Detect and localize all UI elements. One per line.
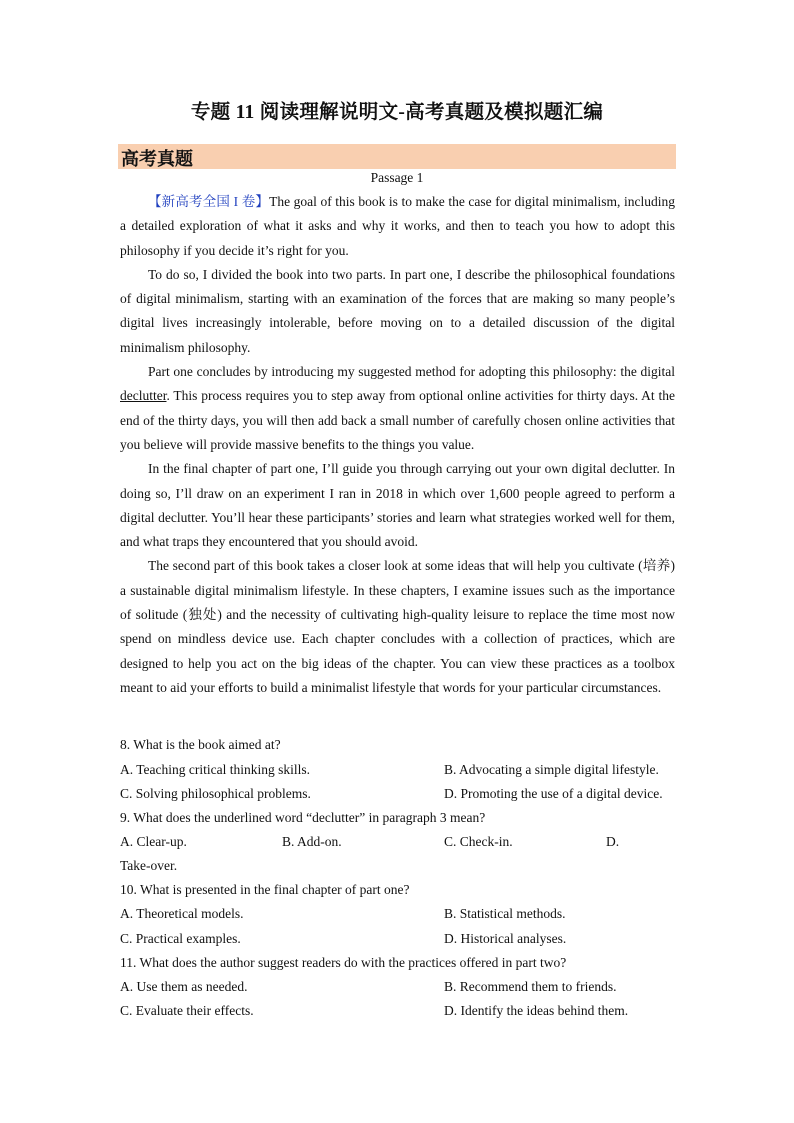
section-banner-label: 高考真题 xyxy=(121,149,193,169)
question-11-option-b: B. Recommend them to friends. xyxy=(444,979,617,994)
page-title: 专题 11 阅读理解说明文-高考真题及模拟题汇编 xyxy=(190,102,604,123)
question-11-option-a: A. Use them as needed. xyxy=(120,979,248,994)
paragraph-3 xyxy=(120,360,675,457)
question-9-option-d-letter: D. xyxy=(606,834,620,849)
paragraph-2: To do so, I divided the book into two parts. In part one, I describe the philosophical foundations of digital minimalism, starting with an examination of the forces that are making so many people’s digital lives increasingly intolerable, before moving on to a detailed discussion of the digital minimalism philosophy. xyxy=(120,266,675,355)
passage-label: Passage 1 xyxy=(370,170,424,185)
question-9-option-d-text: Take-over. xyxy=(120,858,178,873)
paragraph-1-text: The goal of this book is to make the case for digital minimalism, including a detailed exploration of what it asks and why it works, and then to teach you how to adopt this philosophy if you decide it’s right for you. xyxy=(120,194,675,258)
question-8-stem: 8. What is the book aimed at? xyxy=(120,737,281,752)
question-10-stem: 10. What is presented in the final chapter of part one? xyxy=(120,882,410,897)
paragraph-4: In the final chapter of part one, I’ll guide you through carrying out your own digital declutter. In doing so, I’ll draw on an experiment I ran in 2018 in which over 1,600 people agreed to perform a digital declutter. You’ll hear these participants’ stories and learn what strategies worked well for them, and what traps they encountered that you should avoid. xyxy=(120,461,675,550)
question-9-option-c: C. Check-in. xyxy=(444,834,513,849)
passage-body xyxy=(120,190,675,700)
question-8-option-a: A. Teaching critical thinking skills. xyxy=(120,762,311,777)
question-8-option-c: C. Solving philosophical problems. xyxy=(120,786,311,801)
paragraph-3-text-b: . This process requires you to step away from optional online activities for thirty days. At the end of the thirty days, you will then add back a small number of carefully chosen online activities that you believe will provide massive benefits to the things you value. xyxy=(120,388,675,452)
question-9-option-b: B. Add-on. xyxy=(282,834,342,849)
question-11-stem: 11. What does the author suggest readers do with the practices offered in part two? xyxy=(120,955,567,970)
question-10-option-c: C. Practical examples. xyxy=(120,931,241,946)
question-10-option-d: D. Historical analyses. xyxy=(444,931,567,946)
underlined-word: declutter xyxy=(120,388,167,404)
question-10-option-b: B. Statistical methods. xyxy=(444,906,566,921)
question-8-option-b: B. Advocating a simple digital lifestyle. xyxy=(444,762,659,777)
question-11-option-d: D. Identify the ideas behind them. xyxy=(444,1003,629,1018)
question-11-option-c: C. Evaluate their effects. xyxy=(120,1003,254,1018)
paragraph-5: The second part of this book takes a closer look at some ideas that will help you cultivate (培养) a sustainable digital minimalism lifestyle. In these chapters, I examine issues such as the importance of solitude (独处) and the necessity of cultivating high-quality leisure to replace the time most now spend on mindless device use. Each chapter concludes with a collection of practices, which are designed to help you act on the big ideas of the chapter. You can view these practices as a toolbox meant to aid your efforts to build a minimalist lifestyle that words for your particular circumstances. xyxy=(120,558,675,695)
source-tag: 【新高考全国 I 卷】 xyxy=(148,194,270,209)
question-8-option-d: D. Promoting the use of a digital device. xyxy=(444,786,663,801)
paragraph-3-text-a: Part one concludes by introducing my suggested method for adopting this philosophy: the digital xyxy=(148,364,675,380)
paragraph-1 xyxy=(120,190,675,263)
question-10-option-a: A. Theoretical models. xyxy=(120,906,244,921)
section-banner xyxy=(118,144,676,169)
question-9-option-a: A. Clear-up. xyxy=(120,834,187,849)
question-9-stem: 9. What does the underlined word “declutter” in paragraph 3 mean? xyxy=(120,810,486,825)
